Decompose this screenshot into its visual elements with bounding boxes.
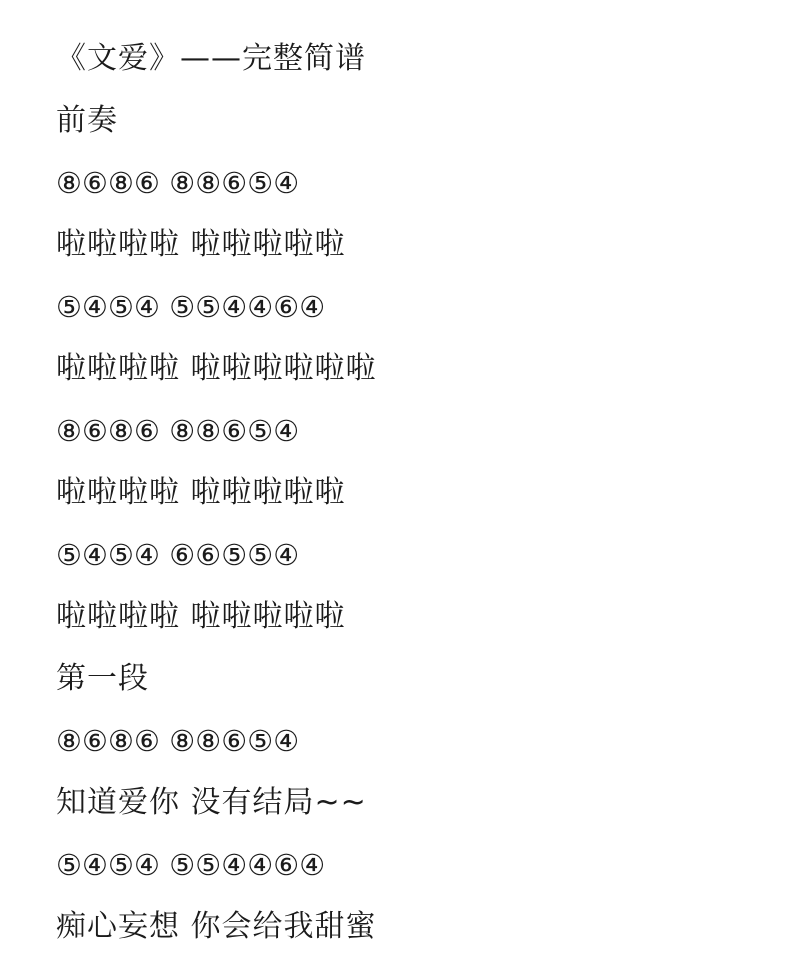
note-line: ⑧⑥⑧⑥ ⑧⑧⑥⑤④ [56,414,300,448]
note-line: ⑧⑥⑧⑥ ⑧⑧⑥⑤④ [56,724,300,758]
lyric-line: 啦啦啦啦 啦啦啦啦啦 [56,599,346,634]
note-line: ⑤④⑤④ ⑤⑤④④⑥④ [56,848,326,882]
document-title: 《文爱》——完整简谱 [56,41,366,76]
note-line: ⑤④⑤④ ⑥⑥⑤⑤④ [56,538,300,572]
section-heading-verse-1: 第一段 [56,661,149,696]
lyric-line: 知道爱你 没有结局~~ [56,785,367,820]
note-line: ⑤④⑤④ ⑤⑤④④⑥④ [56,290,326,324]
lyric-line: 啦啦啦啦 啦啦啦啦啦啦 [56,351,377,386]
note-line: ⑧⑥⑧⑥ ⑧⑧⑥⑤④ [56,166,300,200]
lyric-line: 啦啦啦啦 啦啦啦啦啦 [56,475,346,510]
lyric-line: 痴心妄想 你会给我甜蜜 [56,909,377,944]
section-heading-prelude: 前奏 [56,103,118,138]
lyric-line: 啦啦啦啦 啦啦啦啦啦 [56,227,346,262]
